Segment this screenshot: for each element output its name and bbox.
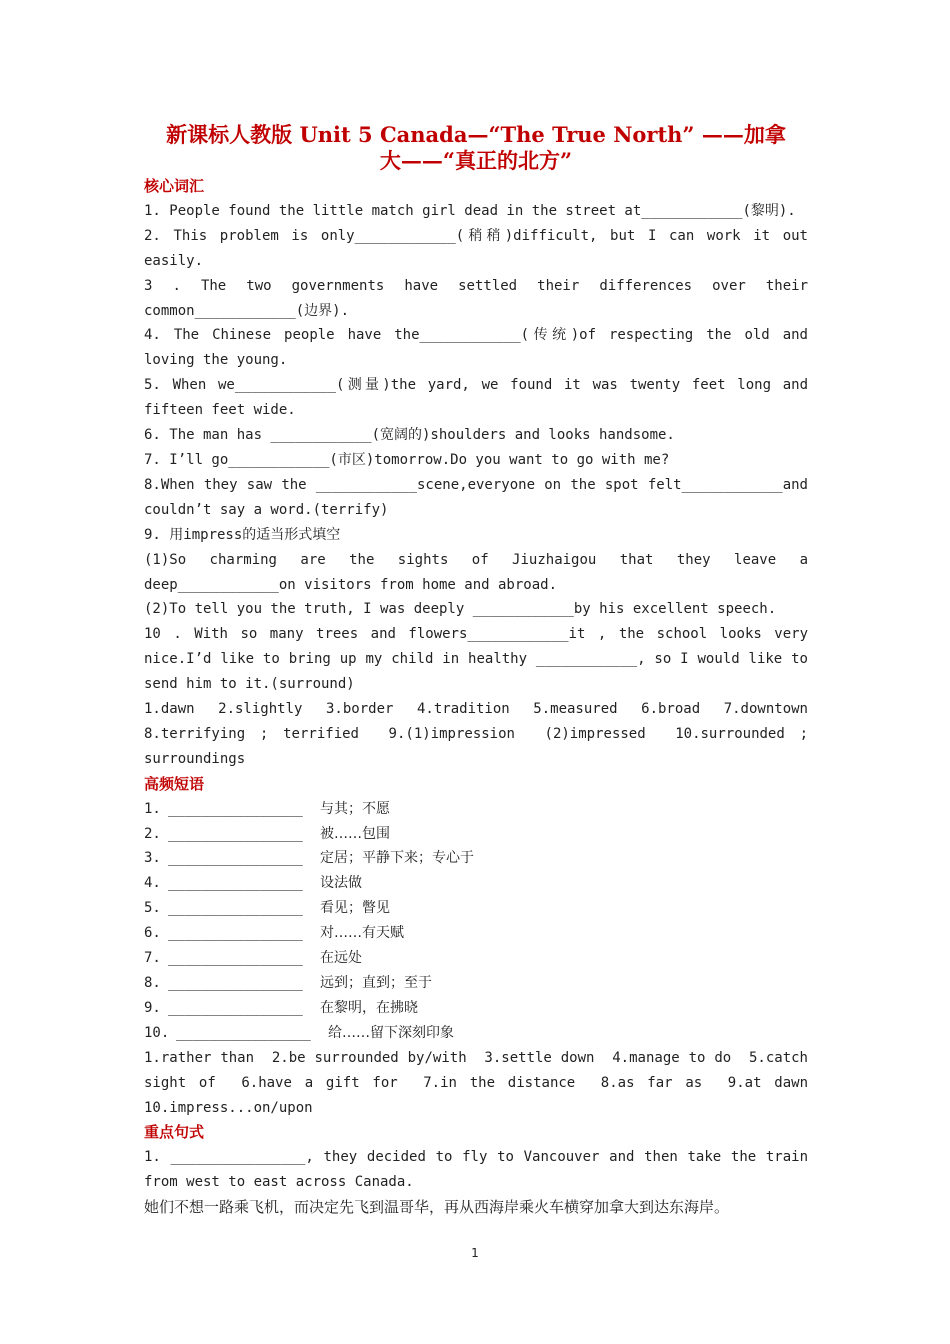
phrase-blank: ________________ bbox=[168, 975, 303, 991]
vocab-line: nice.I’d like to bring up my child in healthy ____________, so I would like to bbox=[144, 651, 808, 668]
phrase-item bbox=[144, 797, 808, 822]
phrase-blank: ________________ bbox=[168, 875, 303, 892]
vocab-line: easily. bbox=[144, 252, 204, 269]
page-number: 1 bbox=[471, 1246, 479, 1260]
phrase-item bbox=[144, 996, 808, 1021]
sentences-section bbox=[144, 1145, 808, 1220]
phrase-blank: ________________ bbox=[168, 999, 303, 1016]
vocab-line: send him to it.(surround) bbox=[144, 676, 355, 693]
phrase-number: 6. bbox=[144, 925, 161, 942]
phrase-meaning: 被……包围 bbox=[320, 825, 390, 842]
phrase-blank: ________________ bbox=[168, 800, 303, 817]
vocab-line: 5. When we____________(测量)the yard, we found it was twenty feet long and bbox=[144, 377, 808, 394]
sentence-line: from west to east across Canada. bbox=[144, 1174, 414, 1191]
phrase-blank: ________________ bbox=[168, 825, 303, 842]
vocab-line: 1. People found the little match girl dead in the street at____________(黎明). bbox=[144, 202, 796, 219]
vocab-line: 7. I’ll go____________(市区)tomorrow.Do you want to go with me? bbox=[144, 451, 670, 468]
vocab-line: loving the young. bbox=[144, 352, 288, 369]
phrase-meaning: 远到；直到；至于 bbox=[320, 975, 432, 991]
vocab-line: 9. 用impress的适当形式填空 bbox=[144, 526, 341, 543]
phrase-blank: ________________ bbox=[168, 950, 303, 967]
phrase-item bbox=[144, 971, 808, 996]
vocab-answer-line: 1.dawn 2.slightly 3.border 4.tradition 5.measured 6.broad 7.downtown bbox=[144, 701, 808, 718]
phrase-meaning: 定居；平静下来；专心于 bbox=[320, 850, 474, 867]
vocab-answer-line: 8.terrifying ; terrified 9.(1)impression (2)impressed 10.surrounded ; bbox=[144, 725, 808, 742]
phrase-item bbox=[144, 946, 808, 971]
phrase-answer-line: 10.impress...on/upon bbox=[144, 1099, 313, 1116]
vocab-line: 4. The Chinese people have the____________(传统)of respecting the old and bbox=[144, 327, 808, 344]
vocab-answer-line: surroundings bbox=[144, 750, 246, 767]
phrase-number: 1. bbox=[144, 800, 161, 817]
vocab-section bbox=[144, 199, 808, 772]
sentences-heading: 重点句式 bbox=[144, 1123, 205, 1142]
sentence-translation: 她们不想一路乘飞机，而决定先飞到温哥华，再从西海岸乘火车横穿加拿大到达东海岸。 bbox=[144, 1198, 730, 1217]
vocab-line: common____________(边界). bbox=[144, 302, 350, 319]
sentence-line: 1. ________________, they decided to fly to Vancouver and then take the train bbox=[144, 1149, 808, 1166]
phrase-meaning: 设法做 bbox=[320, 875, 362, 892]
vocab-line: 8.When they saw the ____________scene,everyone on the spot felt____________and bbox=[144, 476, 808, 493]
phrase-number: 7. bbox=[144, 950, 161, 967]
phrase-blank: ________________ bbox=[168, 925, 303, 942]
phrase-number: 10. bbox=[144, 1024, 170, 1041]
phrase-blank: ________________ bbox=[176, 1024, 311, 1041]
phrase-number: 2. bbox=[144, 825, 161, 842]
phrase-item bbox=[144, 921, 808, 946]
phrase-number: 9. bbox=[144, 999, 161, 1016]
vocab-line: 3 . The two governments have settled their differences over their bbox=[144, 277, 808, 294]
phrase-blank: ________________ bbox=[168, 850, 303, 867]
vocab-line: (2)To tell you the truth, I was deeply ____________by his excellent speech. bbox=[144, 601, 777, 618]
vocab-line: 10 . With so many trees and flowers____________it , the school looks very bbox=[144, 626, 808, 643]
phrase-meaning: 与其；不愿 bbox=[320, 800, 390, 817]
vocab-line: 6. The man has ____________(宽阔的)shoulders and looks handsome. bbox=[144, 427, 675, 444]
phrase-meaning: 对……有天赋 bbox=[320, 925, 404, 942]
vocab-heading: 核心词汇 bbox=[144, 177, 205, 195]
phrase-meaning: 看见；瞥见 bbox=[320, 900, 390, 917]
phrase-item bbox=[144, 896, 808, 921]
phrase-number: 5. bbox=[144, 900, 161, 917]
phrase-item bbox=[144, 846, 808, 871]
title-line-1: 新课标人教版 Unit 5 Canada—“The True North” ——加拿 bbox=[166, 122, 786, 147]
phrase-number: 8. bbox=[144, 975, 161, 991]
phrase-blank: ________________ bbox=[168, 900, 303, 917]
document-title bbox=[144, 122, 808, 174]
phrase-number: 4. bbox=[144, 875, 161, 892]
phrase-item bbox=[144, 1021, 808, 1046]
phrase-number: 3. bbox=[144, 850, 161, 867]
phrase-answer-line: sight of 6.have a gift for 7.in the distance 8.as far as 9.at dawn bbox=[144, 1074, 808, 1091]
title-line-2: 大——“真正的北方” bbox=[379, 148, 573, 173]
phrases-heading: 高频短语 bbox=[144, 774, 205, 793]
vocab-line: couldn’t say a word.(terrify) bbox=[144, 501, 389, 518]
phrase-meaning: 给……留下深刻印象 bbox=[328, 1024, 454, 1041]
phrases-section bbox=[144, 797, 808, 1121]
phrase-meaning: 在远处 bbox=[320, 950, 362, 967]
phrase-meaning: 在黎明，在拂晓 bbox=[320, 999, 418, 1016]
phrase-item bbox=[144, 871, 808, 896]
document-page bbox=[144, 122, 808, 1220]
phrase-answer-line: 1.rather than 2.be surrounded by/with 3.settle down 4.manage to do 5.catch bbox=[144, 1049, 808, 1066]
phrase-item bbox=[144, 822, 808, 847]
vocab-line: deep____________on visitors from home and abroad. bbox=[144, 576, 558, 593]
vocab-line: 2. This problem is only____________(稍稍)difficult, but I can work it out bbox=[144, 227, 808, 244]
vocab-line: (1)So charming are the sights of Jiuzhaigou that they leave a bbox=[144, 551, 808, 568]
vocab-line: fifteen feet wide. bbox=[144, 402, 296, 419]
